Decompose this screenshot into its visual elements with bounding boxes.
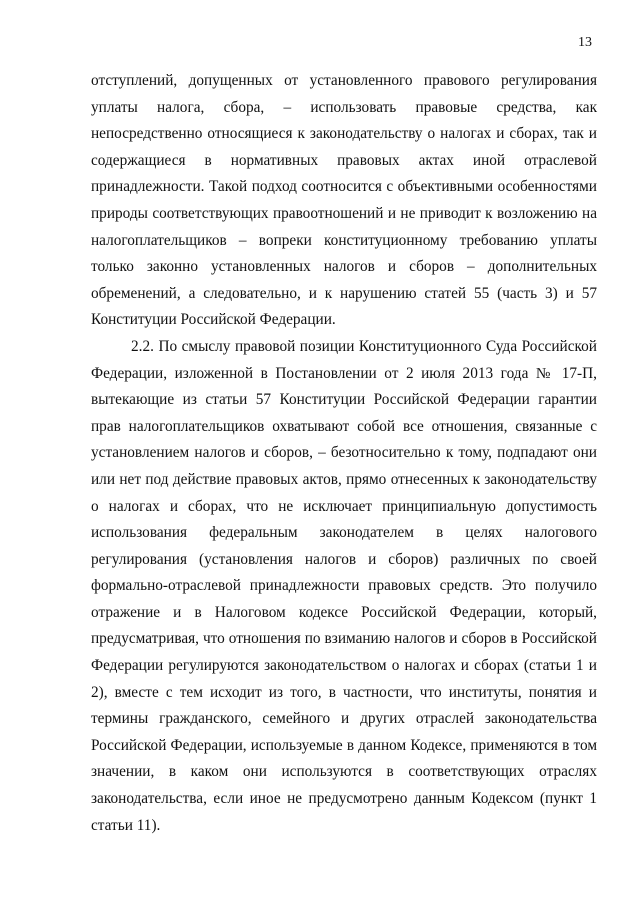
paragraph-continuation: отступлений, допущенных от установленного правового регулирования уплаты налога, сбора, – использовать правовые средства, как непосредственно относящиеся к законодательству о налогах и сборах, так и содержащиеся в нормативных правовых актах иной отраслевой принадлежности. Такой подход соотносится с объективными особенностями природы соответствующих правоотношений и не приводит к возложению на налогоплательщиков – вопреки конституционному требованию уплаты только законно установленных налогов и сборов – дополнительных обременений, а следовательно, и к нарушению статей 55 (часть 3) и 57 Конституции Российской Федерации. bbox=[91, 72, 597, 329]
page-number: 13 bbox=[578, 35, 592, 50]
document-body bbox=[91, 68, 597, 839]
paragraph-section-2-2: 2.2. По смыслу правовой позиции Конституционного Суда Российской Федерации, изложенной в Постановлении от 2 июля 2013 года № 17-П, вытекающие из статьи 57 Конституции Российской Федерации гарантии прав налогоплательщиков охватывают собой все отношения, связанные с установлением налогов и сборов, – безотносительно к тому, подпадают они или нет под действие правовых актов, прямо отнесенных к законодательству о налогах и сборах, что не исключает принципиальную допустимость использования федеральным законодателем в целях налогового регулирования (установления налогов и сборов) различных по своей формально-отраслевой принадлежности правовых средств. Это получило отражение и в Налоговом кодексе Российской Федерации, который, предусматривая, что отношения по взиманию налогов и сборов в Российской Федерации регулируются законодательством о налогах и сборах (статьи 1 и 2), вместе с тем исходит из того, в частности, что институты, понятия и термины гражданского, семейного и других отраслей законодательства Российской Федерации, используемые в данном Кодексе, применяются в том значении, в каком они используются в соответствующих отраслях законодательства, если иное не предусмотрено данным Кодексом (пункт 1 статьи 11). bbox=[91, 337, 597, 834]
